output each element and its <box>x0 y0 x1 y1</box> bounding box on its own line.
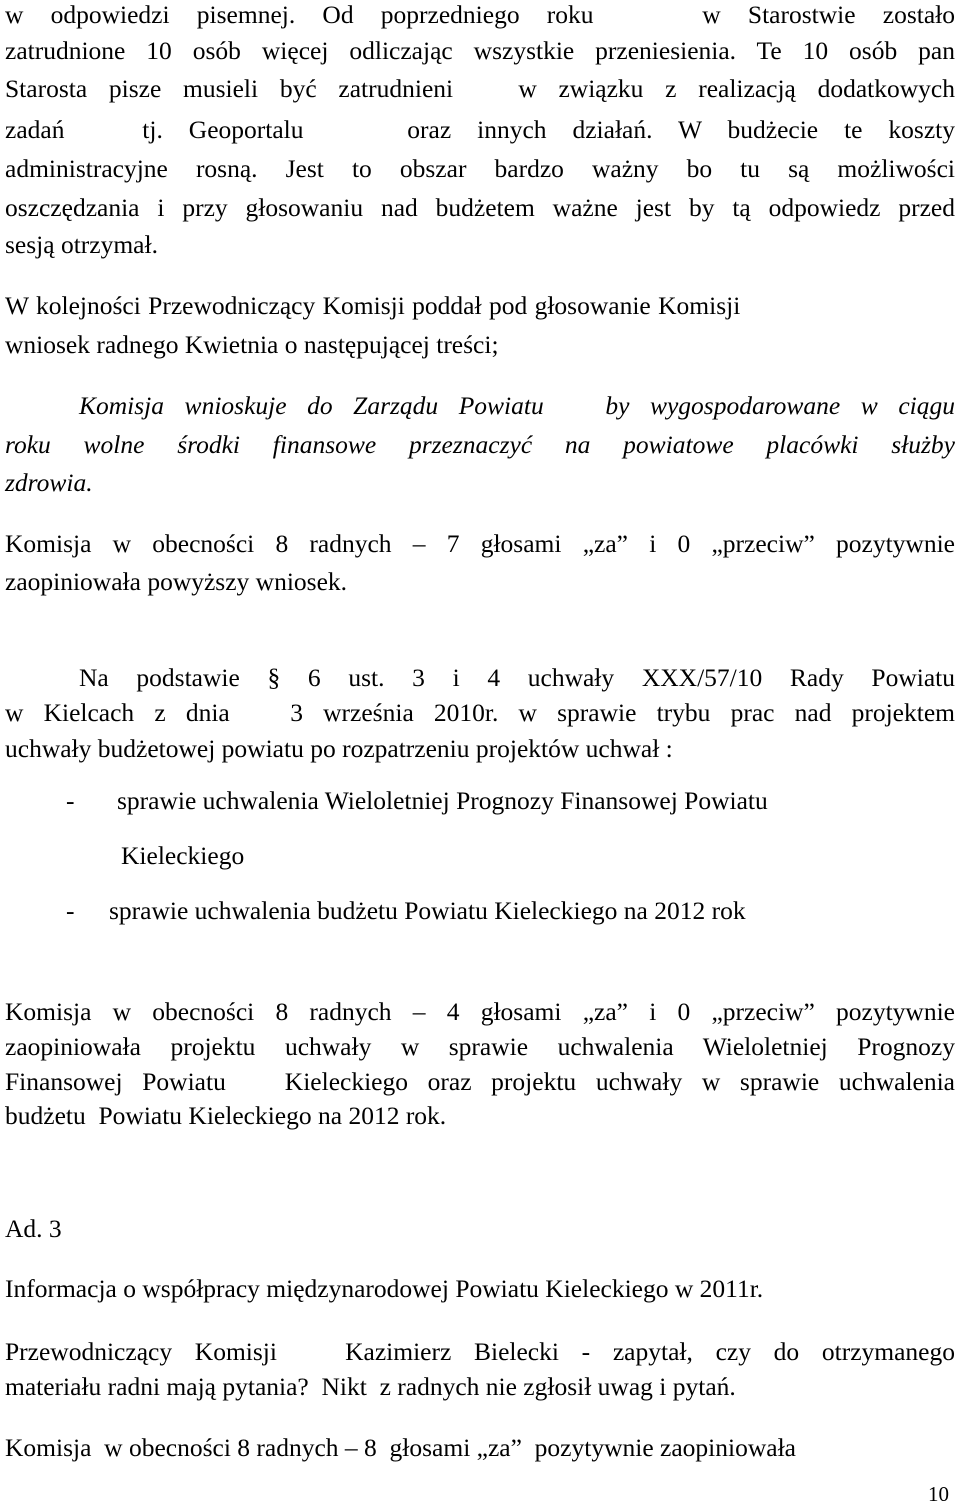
text-line: administracyjne rosną. Jest to obszar bardzo ważny bo tu są możliwości <box>5 154 955 183</box>
text-line: w Kielcach z dnia 3 września 2010r. w sprawie trybu prac nad projektem <box>5 698 955 727</box>
vote-result-line: Komisja w obecności 8 radnych – 7 głosami „za” i 0 „przeciw” pozytywnie <box>5 529 955 558</box>
motion-text: roku wolne środki finansowe przeznaczyć na powiatowe placówki służby <box>5 430 955 459</box>
vote-result-line: Finansowej Powiatu Kieleckiego oraz projektu uchwały w sprawie uchwalenia <box>5 1067 955 1096</box>
list-item-text: sprawie uchwalenia Wieloletniej Prognozy Finansowej Powiatu <box>117 786 768 815</box>
vote-result-line: Komisja w obecności 8 radnych – 4 głosami „za” i 0 „przeciw” pozytywnie <box>5 997 955 1026</box>
page-number: 10 <box>928 1482 949 1506</box>
text-line: Starosta pisze musieli być zatrudnieni w związku z realizacją dodatkowych <box>5 74 955 103</box>
list-item <box>66 782 960 819</box>
vote-result-line: zaopiniowała projektu uchwały w sprawie uchwalenia Wieloletniej Prognozy <box>5 1032 955 1061</box>
section-heading: Ad. 3 <box>5 1214 62 1243</box>
vote-result-line: Komisja w obecności 8 radnych – 8 głosami „za” pozytywnie zaopiniowała <box>5 1433 796 1462</box>
text-line: W kolejności Przewodniczący Komisji poddał pod głosowanie Komisji <box>5 291 741 320</box>
text-line: Na podstawie § 6 ust. 3 i 4 uchwały XXX/57/10 Rady Powiatu <box>79 663 955 692</box>
list-item-continuation: Kieleckiego <box>121 841 245 870</box>
text-line: uchwały budżetowej powiatu po rozpatrzeniu projektów uchwał : <box>5 734 673 763</box>
motion-text: Komisja wnioskuje do Zarządu Powiatu by wygospodarowane w ciągu <box>79 391 955 420</box>
list-item <box>66 892 960 929</box>
vote-result-line: zaopiniowała powyższy wniosek. <box>5 567 348 596</box>
text-line: sesją otrzymał. <box>5 230 158 259</box>
text-line: oszczędzania i przy głosowaniu nad budżetem ważne jest by tą odpowiedz przed <box>5 193 955 222</box>
motion-text: zdrowia. <box>5 468 93 497</box>
list-dash: - <box>66 786 75 815</box>
text-line: w odpowiedzi pisemnej. Od poprzedniego roku w Starostwie zostało <box>5 0 955 29</box>
section-title: Informacja o współpracy międzynarodowej Powiatu Kieleckiego w 2011r. <box>5 1274 764 1303</box>
text-line: zatrudnione 10 osób więcej odliczając wszystkie przeniesienia. Te 10 osób pan <box>5 36 955 65</box>
text-line: wniosek radnego Kwietnia o następującej treści; <box>5 330 499 359</box>
vote-result-line: budżetu Powiatu Kieleckiego na 2012 rok. <box>5 1101 447 1130</box>
text-line: Przewodniczący Komisji Kazimierz Bielecki - zapytał, czy do otrzymanego <box>5 1337 955 1366</box>
text-line: zadań tj. Geoportalu oraz innych działań. W budżecie te koszty <box>5 115 955 144</box>
list-dash: - <box>66 896 75 925</box>
list-item-text: sprawie uchwalenia budżetu Powiatu Kieleckiego na 2012 rok <box>109 896 746 925</box>
text-line: materiału radni mają pytania? Nikt z radnych nie zgłosił uwag i pytań. <box>5 1372 736 1401</box>
